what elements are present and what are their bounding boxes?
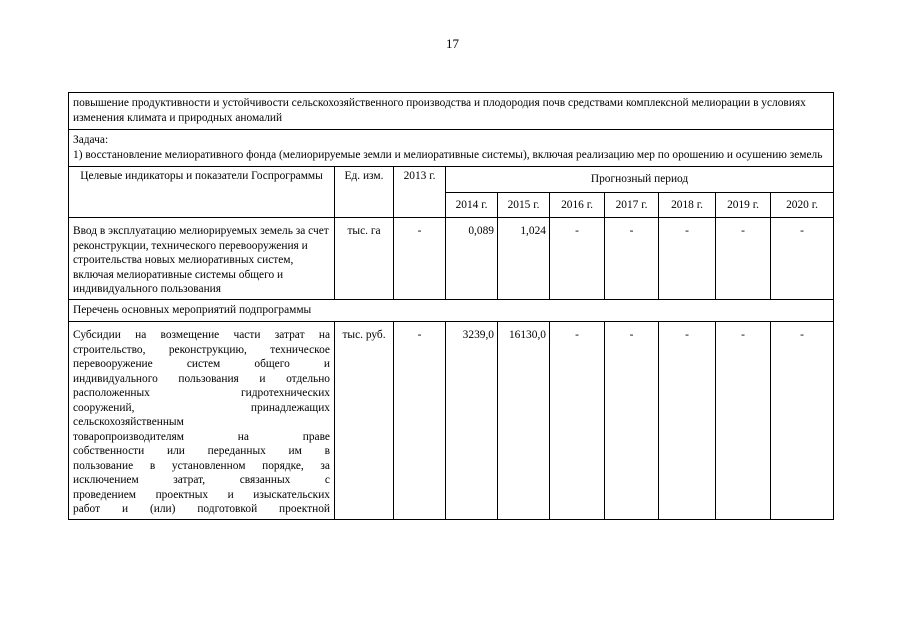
- task-cell: [69, 130, 834, 167]
- measure-value-2017: -: [605, 322, 659, 520]
- measure-name-line: строительство, реконструкцию, техническое: [73, 343, 330, 356]
- measure-name-line: товаропроизводителям на праве: [73, 430, 330, 443]
- measure-name-line: проведением проектных и изыскательских: [73, 488, 330, 501]
- measure-value-2015: 16130,0: [498, 322, 550, 520]
- indicator-name: Ввод в эксплуатацию мелиорируемых земель за счет реконструкции, технического перевооружения и строительства новых мелиоративных систем, включая мелиоративные системы общего и индивидуального пользования: [69, 218, 335, 300]
- measure-name-line: пользование в установленном порядке, за: [73, 459, 330, 472]
- task-label: Задача:: [73, 134, 109, 146]
- header-row-1: [69, 167, 834, 193]
- measure-value-2018: -: [659, 322, 716, 520]
- header-base-year: 2013 г.: [394, 167, 446, 218]
- measure-value-2020: -: [771, 322, 834, 520]
- section-title: Перечень основных мероприятий подпрограммы: [69, 299, 834, 322]
- indicator-row: [69, 218, 834, 300]
- indicator-value-2017: -: [605, 218, 659, 300]
- header-indicators: Целевые индикаторы и показатели Госпрограммы: [69, 167, 335, 218]
- measure-value-2014: 3239,0: [446, 322, 498, 520]
- measure-name-line: расположенных гидротехнических: [73, 387, 330, 399]
- measure-name-line: перевооружение систем общего и: [73, 358, 330, 370]
- indicator-value-2019: -: [716, 218, 771, 300]
- header-year-2019: 2019 г.: [716, 192, 771, 218]
- measure-name: [69, 322, 335, 520]
- goal-cell: повышение продуктивности и устойчивости сельскохозяйственного производства и плодородия почв средствами комплексной мелиорации в условиях изменения климата и природных аномалий: [69, 93, 834, 130]
- measure-value-2016: -: [550, 322, 605, 520]
- measure-row: [69, 322, 834, 520]
- header-year-2017: 2017 г.: [605, 192, 659, 218]
- header-year-2014: 2014 г.: [446, 192, 498, 218]
- measure-name-line: Субсидии на возмещение части затрат на: [73, 329, 330, 341]
- indicator-base: -: [394, 218, 446, 300]
- indicators-table: [68, 92, 834, 520]
- section-row: [69, 299, 834, 322]
- measure-name-line: индивидуального пользования и отдельно: [73, 372, 330, 385]
- indicator-value-2015: 1,024: [498, 218, 550, 300]
- measure-name-line: собственности или переданных им в: [73, 445, 330, 457]
- task-text: 1) восстановление мелиоративного фонда (мелиорируемые земли и мелиоративные системы), включая реализацию мер по орошению и осушению земель: [73, 148, 823, 161]
- measure-base: -: [394, 322, 446, 520]
- header-unit: Ед. изм.: [335, 167, 394, 218]
- indicator-value-2014: 0,089: [446, 218, 498, 300]
- header-year-2016: 2016 г.: [550, 192, 605, 218]
- measure-name-line: исключением затрат, связанных с: [73, 474, 330, 486]
- indicator-value-2020: -: [771, 218, 834, 300]
- header-forecast-period: Прогнозный период: [446, 167, 834, 193]
- header-year-2018: 2018 г.: [659, 192, 716, 218]
- measure-value-2019: -: [716, 322, 771, 520]
- measure-name-line: работ и (или) подготовкой проектной: [73, 503, 330, 515]
- indicator-value-2018: -: [659, 218, 716, 300]
- header-year-2020: 2020 г.: [771, 192, 834, 218]
- header-year-2015: 2015 г.: [498, 192, 550, 218]
- measure-unit: тыс. руб.: [335, 322, 394, 520]
- measure-name-line: сооружений, принадлежащих: [73, 401, 330, 414]
- page-number: 17: [446, 36, 459, 51]
- indicator-unit: тыс. га: [335, 218, 394, 300]
- indicator-value-2016: -: [550, 218, 605, 300]
- measure-name-line: сельскохозяйственным: [73, 416, 184, 428]
- task-row: [69, 130, 834, 167]
- goal-row: [69, 93, 834, 130]
